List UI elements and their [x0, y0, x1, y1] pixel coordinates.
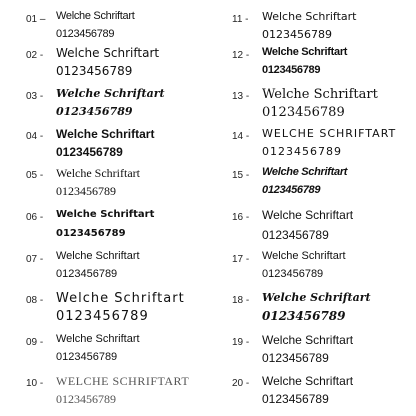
font-sample-13 [208, 87, 416, 127]
font-sample-03 [0, 87, 208, 127]
sample-number: 20 - [232, 378, 250, 389]
sample-number: 14 - [232, 131, 250, 142]
sample-number: 17 - [232, 254, 250, 265]
sample-digits: 0123456789 [56, 184, 116, 198]
font-sample-01 [0, 10, 208, 50]
sample-number: 08 - [26, 295, 44, 306]
sample-number: 18 - [232, 295, 250, 306]
sample-name: Welche Schriftart [262, 46, 348, 58]
sample-number: 16 - [232, 212, 250, 223]
sample-digits: 0123456789 [56, 28, 115, 40]
sample-name: Welche Schriftart [262, 291, 371, 304]
font-sample-07 [0, 250, 208, 290]
sample-number: 12 - [232, 50, 250, 61]
font-sample-04 [0, 127, 208, 167]
sample-digits: 0123456789 [262, 309, 346, 323]
sample-name: WELCHE SCHRIFTART [56, 374, 190, 388]
font-sample-16 [208, 208, 416, 248]
sample-number: 11 - [232, 14, 249, 25]
font-sample-11 [208, 10, 416, 50]
sample-name: Welche Schriftart [56, 333, 140, 345]
sample-name: Welche Schriftart [56, 87, 165, 100]
font-sample-05 [0, 166, 208, 206]
font-sample-08 [0, 291, 208, 331]
sample-digits: 0123456789 [262, 351, 329, 365]
font-sample-02 [0, 46, 208, 86]
sample-digits: 0123456789 [262, 64, 321, 76]
sample-number: 07 - [26, 254, 44, 265]
sample-digits: 0123456789 [262, 268, 324, 280]
sample-digits: 0123456789 [56, 64, 133, 78]
sample-digits: 0123456789 [56, 145, 123, 159]
sample-digits: 0123456789 [262, 145, 342, 158]
font-sample-09 [0, 333, 208, 373]
sample-digits: 0123456789 [262, 184, 321, 196]
sample-name: Welche Schriftart [262, 374, 354, 388]
sample-name: Welche Schriftart [262, 250, 346, 262]
sample-name: Welche Schriftart [262, 166, 348, 178]
sample-digits: 0123456789 [56, 268, 118, 280]
sample-number: 15 - [232, 170, 250, 181]
font-sample-06 [0, 208, 208, 248]
font-sample-15 [208, 166, 416, 206]
sample-name: Welche Schriftart [56, 291, 185, 306]
sample-number: 02 - [26, 50, 44, 61]
sample-number: 13 - [232, 91, 250, 102]
sample-digits: 0123456789 [262, 228, 329, 242]
sample-name: Welche Schriftart [56, 10, 135, 22]
sample-number: 01 – [26, 14, 46, 25]
sample-digits: 0123456789 [56, 392, 116, 406]
sample-name: WELCHE SCHRIFTART [262, 127, 397, 140]
sample-number: 19 - [232, 337, 250, 348]
sample-name: Welche Schriftart [56, 209, 155, 220]
sample-number: 09 - [26, 337, 44, 348]
sample-name: Welche Schriftart [56, 46, 160, 60]
sample-name: Welche Schriftart [262, 333, 354, 347]
font-sample-10 [0, 374, 208, 414]
sample-digits: 0123456789 [262, 105, 345, 120]
font-sample-20 [208, 374, 416, 414]
sample-number: 03 - [26, 91, 44, 102]
sample-digits: 0123456789 [56, 228, 126, 239]
font-sample-17 [208, 250, 416, 290]
sample-digits: 0123456789 [56, 105, 133, 118]
sample-number: 04 - [26, 131, 44, 142]
sample-number: 06 - [26, 212, 44, 223]
sample-number: 05 - [26, 170, 44, 181]
sample-name: Welche Schriftart [56, 250, 140, 262]
sample-number: 10 - [26, 378, 44, 389]
font-sample-14 [208, 127, 416, 167]
sample-digits: 0123456789 [262, 28, 332, 41]
sample-digits: 0123456789 [262, 392, 329, 406]
sample-name: Welche Schriftart [262, 10, 357, 23]
sample-name: Welche Schriftart [262, 87, 378, 102]
font-sample-12 [208, 46, 416, 86]
sample-digits: 0123456789 [56, 309, 149, 324]
sample-name: Welche Schriftart [262, 208, 354, 222]
sample-name: Welche Schriftart [56, 166, 140, 180]
font-sample-19 [208, 333, 416, 373]
sample-name: Welche Schriftart [56, 127, 155, 141]
sample-digits: 0123456789 [56, 351, 118, 363]
font-sample-18 [208, 291, 416, 331]
